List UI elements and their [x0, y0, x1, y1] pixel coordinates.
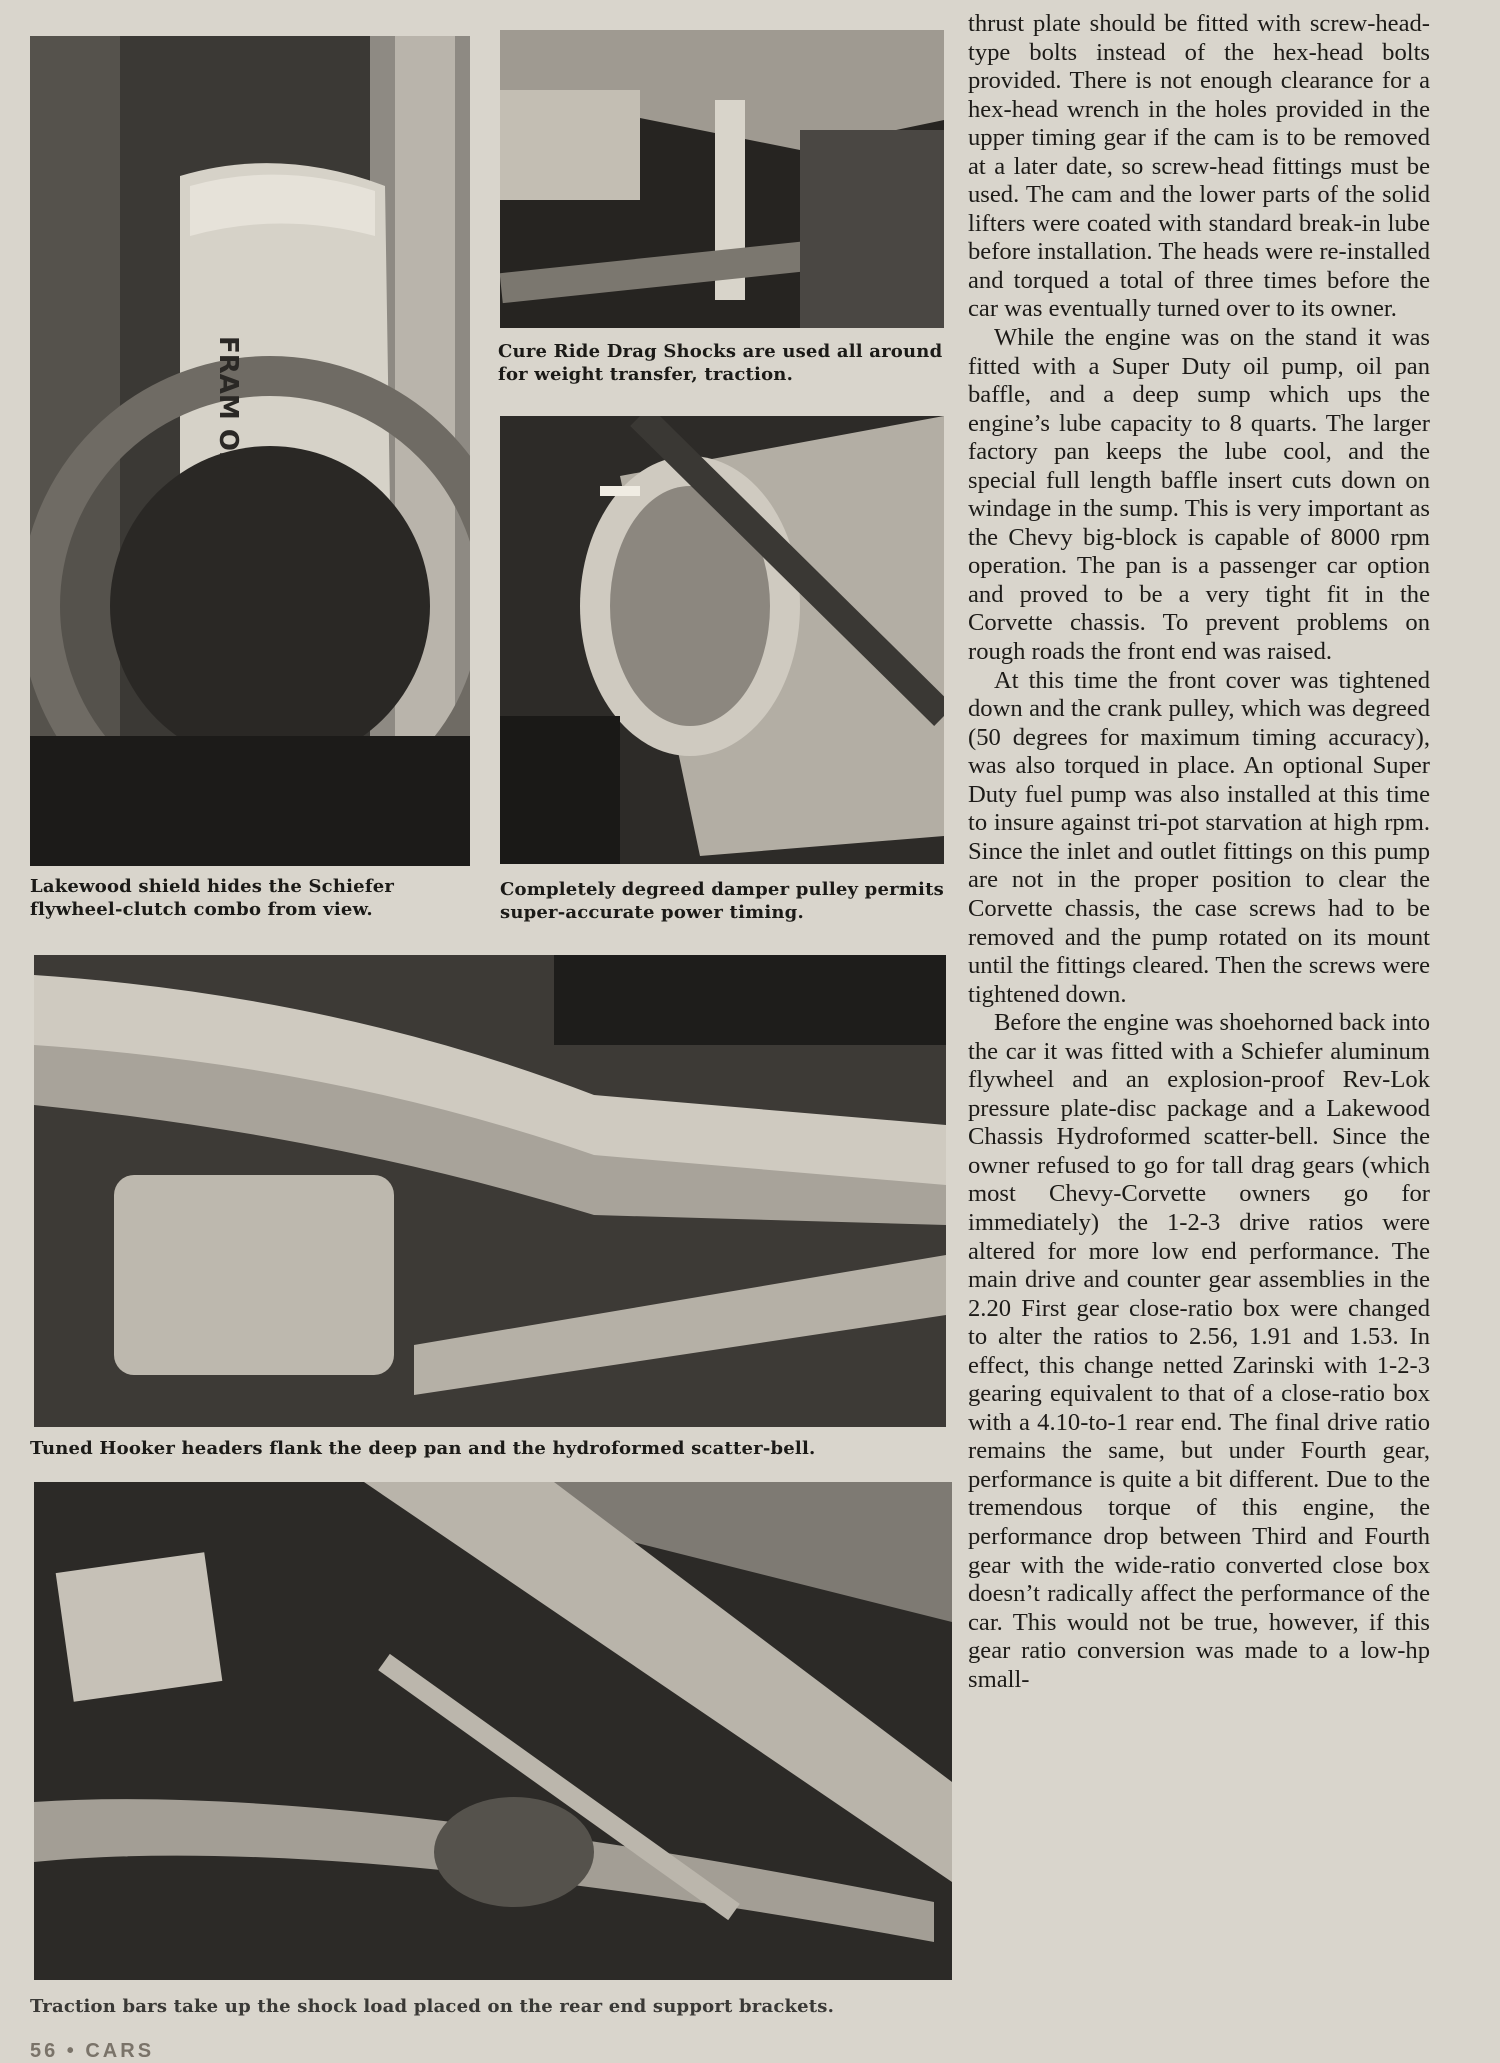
caption-flywheel-shield: Lakewood shield hides the Schiefer flywheel-clutch combo from view. [30, 876, 395, 920]
caption-traction-bars: Traction bars take up the shock load placed on the rear end support brackets. [30, 1996, 835, 2017]
photo-damper-pulley-image [500, 416, 944, 864]
page-folio: 56 • CARS [30, 2040, 155, 2062]
article-paragraph: At this time the front cover was tightened down and the crank pulley, which was degreed (50 degrees for maximum timing accuracy), was also torqued in place. An optional Super Duty fuel pump was also installed at this time to insure against tri-pot starvation at high rpm. Since the inlet and outlet fittings on this pump are not in the proper position to clear the Corvette chassis, the case screws had to be removed and the pump rotated on its mount until the fittings cleared. Then the screws were tightened down. [968, 666, 1430, 1008]
photo-flywheel-shield [30, 36, 470, 866]
article-body [968, 10, 1430, 1694]
article-paragraph: While the engine was on the stand it was fitted with a Super Duty oil pump, oil pan baffle, and a deep sump which ups the engine’s lube capacity to 8 quarts. The larger factory pan keeps the lube cool, and the special full length baffle insert cuts down on windage in the sump. This is very important as the Chevy big-block is capable of 8000 rpm operation. The pan is a passenger car option and proved to be a very tight fit in the Corvette chassis. To prevent problems on rough roads the front end was raised. [968, 324, 1430, 666]
svg-text:FRAM OIL: FRAM OIL [213, 336, 243, 478]
caption-drag-shocks: Cure Ride Drag Shocks are used all around for weight transfer, traction. [498, 341, 943, 385]
photo-damper-pulley [500, 416, 944, 864]
caption-headers: Tuned Hooker headers flank the deep pan and the hydroformed scatter-bell. [30, 1438, 816, 1459]
photo-flywheel-shield-image [30, 36, 470, 866]
photo-headers-image [34, 955, 946, 1427]
photo-drag-shocks [500, 30, 944, 328]
photo-drag-shocks-image [500, 30, 944, 328]
article-paragraph: thrust plate should be fitted with screw-head-type bolts instead of the hex-head bolts provided. There is not enough clearance for a hex-head wrench in the holes provided in the upper timing gear if the cam is to be removed at a later date, so screw-head fittings must be used. The cam and the lower parts of the solid lifters were coated with standard break-in lube before installation. The heads were re-installed and torqued a total of three times before the car was eventually turned over to its owner. [968, 10, 1430, 323]
article-paragraph: Before the engine was shoehorned back into the car it was fitted with a Schiefer aluminum flywheel and an explosion-proof Rev-Lok pressure plate-disc package and a Lakewood Chassis Hydroformed scatter-bell. Since the owner refused to go for tall drag gears (which most Chevy-Corvette owners go for immediately) the 1-2-3 drive ratios were altered for more low end performance. The main drive and counter gear assemblies in the 2.20 First gear close-ratio box were changed to alter the ratios to 2.56, 1.91 and 1.53. In effect, this change netted Zarinski with 1-2-3 gearing equivalent to that of a close-ratio box with a 4.10-to-1 rear end. The final drive ratio remains the same, but under Fourth gear, performance is quite a bit different. Due to the tremendous torque of this engine, the performance drop between Third and Fourth gear with the wide-ratio converted close box doesn’t radically affect the performance of the car. This would not be true, however, if this gear ratio conversion was made to a low-hp small- [968, 1009, 1430, 1693]
photo-traction-bars [34, 1482, 952, 1980]
photo-traction-bars-image [34, 1482, 952, 1980]
caption-damper-pulley: Completely degreed damper pulley permits super-accurate power timing. [500, 879, 944, 923]
photo-headers [34, 955, 946, 1427]
